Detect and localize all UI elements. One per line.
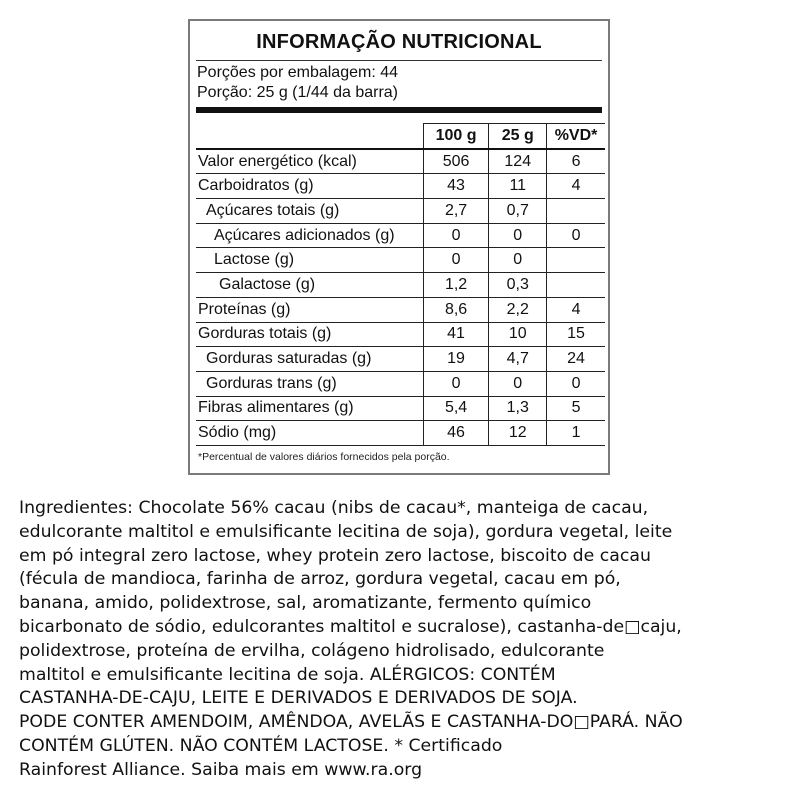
value-25g: 0 <box>489 223 547 248</box>
value-25g: 124 <box>489 149 547 174</box>
header-vd: %VD* <box>547 124 605 149</box>
table-row <box>196 174 605 199</box>
nutrient-name: Gorduras totais (g) <box>196 322 423 347</box>
table-row <box>196 149 605 174</box>
serving-size: Porção: 25 g (1/44 da barra) <box>197 84 399 101</box>
table-row <box>196 421 605 446</box>
nutrition-rows <box>196 149 605 446</box>
table-row <box>196 347 605 372</box>
value-25g: 4,7 <box>489 347 547 372</box>
value-100g: 5,4 <box>423 396 489 421</box>
value-100g: 46 <box>423 421 489 446</box>
nutrient-name: Fibras alimentares (g) <box>196 396 423 421</box>
value-vd: 24 <box>547 347 605 372</box>
nutrient-name: Gorduras trans (g) <box>196 371 423 396</box>
nutrient-name: Gorduras saturadas (g) <box>196 347 423 372</box>
value-25g: 11 <box>489 174 547 199</box>
value-100g: 1,2 <box>423 273 489 298</box>
value-100g: 0 <box>423 248 489 273</box>
value-vd: 0 <box>547 223 605 248</box>
value-100g: 43 <box>423 174 489 199</box>
table-row <box>196 273 605 298</box>
value-vd <box>547 199 605 224</box>
servings-info <box>197 63 398 103</box>
table-row <box>196 199 605 224</box>
value-25g: 12 <box>489 421 547 446</box>
value-vd: 1 <box>547 421 605 446</box>
value-100g: 2,7 <box>423 199 489 224</box>
table-row <box>196 297 605 322</box>
value-vd: 15 <box>547 322 605 347</box>
value-vd: 0 <box>547 371 605 396</box>
value-vd: 5 <box>547 396 605 421</box>
ingredients-text: Ingredientes: Chocolate 56% cacau (nibs de cacau*, manteiga de cacau, edulcorante maltitol e emulsificante lecitina de soja), gordura vegetal, leite em pó integral zero lactose, whey protein zero lactose, biscoito de cacau (fécula de mandioca, farinha de arroz, gordura vegetal, cacau em pó, banana, amido, polidextrose, sal, aromatizante, fermento químico bicarbonato de sódio, edulcorantes maltitol e sucralose), castanha-de□caju, polidextrose, proteína de ervilha, colágeno hidrolisado, edulcorante maltitol e emulsificante lecitina de soja. ALÉRGICOS: CONTÉM CASTANHA-DE-CAJU, LEITE E DERIVADOS E DERIVADOS DE SOJA. PODE CONTER AMENDOIM, AMÊNDOA, AVELÃS E CASTANHA-DO□PARÁ. NÃO CONTÉM GLÚTEN. NÃO CONTÉM LACTOSE. * Certificado Rainforest Alliance. Saiba mais em www.ra.org <box>19 498 683 780</box>
value-25g: 0,7 <box>489 199 547 224</box>
nutrient-name: Valor energético (kcal) <box>196 149 423 174</box>
nutrient-name: Proteínas (g) <box>196 297 423 322</box>
header-100g: 100 g <box>423 124 489 149</box>
table-row <box>196 322 605 347</box>
nutrition-facts-label <box>188 19 610 475</box>
value-vd <box>547 273 605 298</box>
nutrient-name: Açúcares totais (g) <box>196 199 423 224</box>
servings-per-package: Porções por embalagem: 44 <box>197 64 398 81</box>
nutrient-name: Galactose (g) <box>196 273 423 298</box>
nutrient-name: Lactose (g) <box>196 248 423 273</box>
value-25g: 1,3 <box>489 396 547 421</box>
label-title: INFORMAÇÃO NUTRICIONAL <box>256 31 542 53</box>
nutrient-name: Sódio (mg) <box>196 421 423 446</box>
value-25g: 10 <box>489 322 547 347</box>
value-100g: 0 <box>423 371 489 396</box>
value-25g: 0 <box>489 371 547 396</box>
value-25g: 0,3 <box>489 273 547 298</box>
value-vd: 6 <box>547 149 605 174</box>
nutrient-name: Açúcares adicionados (g) <box>196 223 423 248</box>
value-100g: 0 <box>423 223 489 248</box>
table-row <box>196 248 605 273</box>
value-25g: 0 <box>489 248 547 273</box>
value-100g: 19 <box>423 347 489 372</box>
table-row <box>196 223 605 248</box>
nutrient-name: Carboidratos (g) <box>196 174 423 199</box>
value-100g: 41 <box>423 322 489 347</box>
table-row <box>196 371 605 396</box>
value-25g: 2,2 <box>489 297 547 322</box>
value-100g: 8,6 <box>423 297 489 322</box>
footnote: *Percentual de valores diários fornecidos pela porção. <box>198 451 450 463</box>
value-vd: 4 <box>547 297 605 322</box>
value-100g: 506 <box>423 149 489 174</box>
title-divider <box>196 60 602 61</box>
header-nutrient <box>196 124 423 149</box>
table-row <box>196 396 605 421</box>
header-25g: 25 g <box>489 124 547 149</box>
value-vd <box>547 248 605 273</box>
thick-divider <box>196 107 602 113</box>
value-vd: 4 <box>547 174 605 199</box>
table-header-row <box>196 124 605 149</box>
nutrition-table <box>196 123 605 446</box>
